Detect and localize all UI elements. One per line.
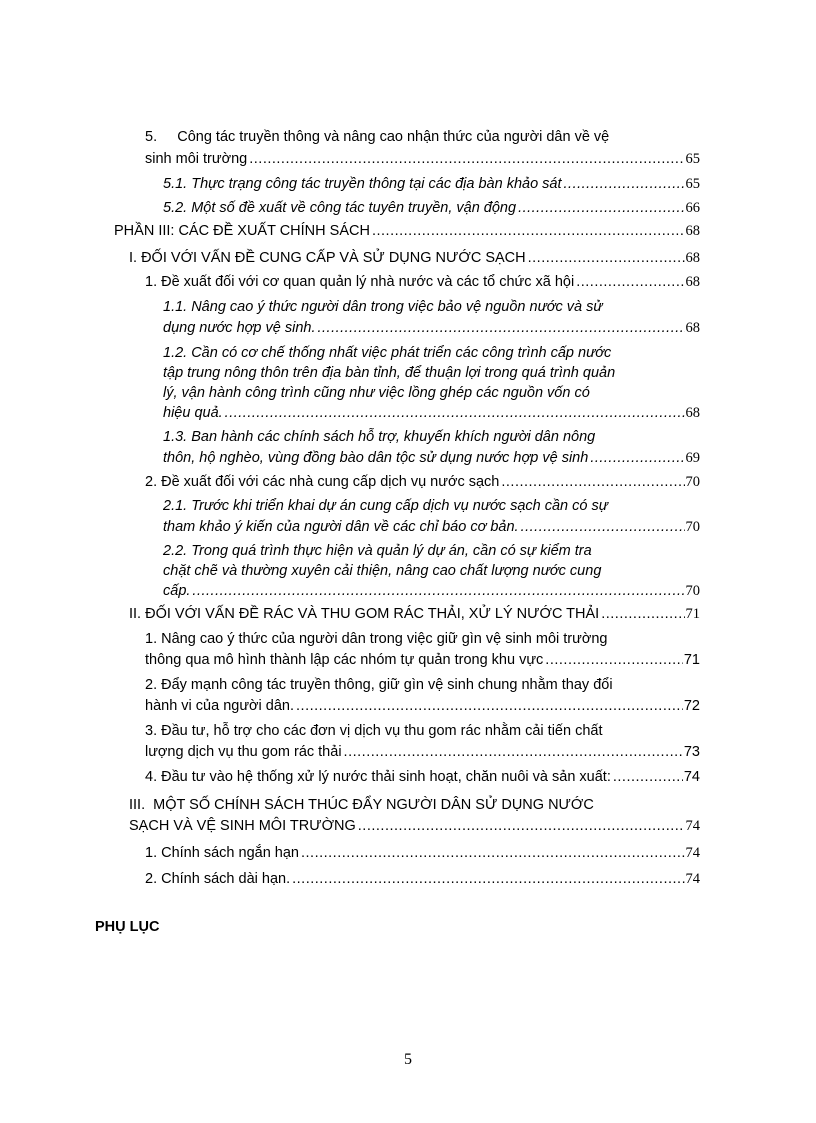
toc-entry-text: thôn, hộ nghèo, vùng đồng bào dân tộc sử dụng nước hợp vệ sinh <box>163 450 589 466</box>
toc-page-number: 70 <box>685 583 700 599</box>
toc-entry-text: 1.3. Ban hành các chính sách hỗ trợ, khuyến khích người dân nông <box>163 429 596 445</box>
dot-leader <box>613 767 683 787</box>
dot-leader <box>521 517 685 537</box>
dot-leader <box>501 472 684 492</box>
toc-entry-text: 1. Nâng cao ý thức của người dân trong việc giữ gìn vệ sinh môi trường <box>145 631 608 647</box>
toc-page-number: 68 <box>685 320 700 336</box>
dot-leader <box>372 221 685 241</box>
toc-entry-text: chặt chẽ và thường xuyên cải thiện, nâng cao chất lượng nước cung <box>163 563 602 579</box>
toc-page-number: 70 <box>685 519 700 535</box>
dot-leader <box>292 869 684 889</box>
dot-leader <box>296 696 683 716</box>
toc-entry-text: lý, vận hành công trình cũng như việc lồng ghép các nguồn vốn có <box>163 385 590 401</box>
toc-entry-text: 1.1. Nâng cao ý thức người dân trong việc bảo vệ nguồn nước và sử <box>163 299 603 315</box>
toc-entry-text: hiệu quả. <box>163 405 223 421</box>
toc-page-number: 71 <box>683 652 700 668</box>
toc-page-number: 68 <box>685 223 700 239</box>
toc-entry-text: 5.1. Thực trạng công tác truyền thông tại các địa bàn khảo sát <box>163 176 562 192</box>
toc-entry-text: 1. Đề xuất đối với cơ quan quản lý nhà nước và các tổ chức xã hội <box>145 274 575 290</box>
toc-entry-text: 5.2. Một số đề xuất về công tác tuyên truyền, vận động <box>163 200 517 216</box>
toc-page-number: 71 <box>685 606 700 622</box>
toc-entry-text: 2.2. Trong quá trình thực hiện và quản lý dự án, cần có sự kiểm tra <box>163 543 592 559</box>
dot-leader <box>301 843 685 863</box>
toc-entry-text: lượng dịch vụ thu gom rác thải <box>145 744 342 760</box>
dot-leader <box>576 272 684 292</box>
toc-page-number: 74 <box>683 769 700 785</box>
toc-page-number: 65 <box>685 176 700 192</box>
toc-page-number: 69 <box>685 450 700 466</box>
toc-entry-text: tập trung nông thôn trên địa bàn tỉnh, để thuận lợi trong quá trình quản <box>163 365 616 381</box>
toc-entry-text: III. MỘT SỐ CHÍNH SÁCH THÚC ĐẨY NGƯỜI DÂN SỬ DỤNG NƯỚC <box>129 797 594 813</box>
toc-page-number: 68 <box>685 405 700 421</box>
toc-entry-text: cấp. <box>163 583 191 599</box>
toc-page-number: 74 <box>685 871 700 887</box>
toc-page-number: 70 <box>685 474 700 490</box>
toc-entry-text: 2. Đẩy mạnh công tác truyền thông, giữ gìn vệ sinh chung nhằm thay đổi <box>145 677 613 693</box>
toc-entry-text: tham khảo ý kiến của người dân về các chỉ báo cơ bản. <box>163 519 519 535</box>
toc-entry-text: 2.1. Trước khi triển khai dự án cung cấp dịch vụ nước sạch cần có sự <box>163 498 608 514</box>
dot-leader <box>225 403 685 423</box>
toc-page-number: 68 <box>685 274 700 290</box>
toc-entry-text: 1.2. Cần có cơ chế thống nhất việc phát triển các công trình cấp nước <box>163 345 612 361</box>
dot-leader <box>344 742 683 762</box>
dot-leader <box>249 149 684 169</box>
dot-leader <box>358 816 685 836</box>
toc-page-number: 73 <box>683 744 700 760</box>
toc-entry-text: 2. Đề xuất đối với các nhà cung cấp dịch vụ nước sạch <box>145 474 500 490</box>
dot-leader <box>545 650 683 670</box>
appendix-heading: PHỤ LỤC <box>95 919 160 935</box>
toc-page-number: 65 <box>685 151 700 167</box>
toc-entry-text: 3. Đầu tư, hỗ trợ cho các đơn vị dịch vụ thu gom rác nhằm cải tiến chất <box>145 723 603 739</box>
toc-entry-text: 2. Chính sách dài hạn. <box>145 871 291 887</box>
toc-entry-text: SẠCH VÀ VỆ SINH MÔI TRƯỜNG <box>129 818 356 834</box>
dot-leader <box>192 581 684 601</box>
toc-page-number: 72 <box>683 698 700 714</box>
toc-entry-text: I. ĐỐI VỚI VẤN ĐỀ CUNG CẤP VÀ SỬ DỤNG NƯỚC SẠCH <box>129 250 526 266</box>
toc-page-number: 74 <box>685 845 700 861</box>
toc-entry-text: hành vi của người dân. <box>145 698 295 714</box>
toc-entry-text: II. ĐỐI VỚI VẤN ĐỀ RÁC VÀ THU GOM RÁC THẢI, XỬ LÝ NƯỚC THẢI <box>129 606 600 622</box>
toc-page-number: 66 <box>685 200 700 216</box>
dot-leader <box>564 174 685 194</box>
page-number: 5 <box>404 1051 412 1068</box>
dot-leader <box>518 198 684 218</box>
toc-entry-text: dụng nước hợp vệ sinh. <box>163 320 316 336</box>
toc-page-number: 74 <box>685 818 700 834</box>
toc-entry-text: 1. Chính sách ngắn hạn <box>145 845 299 861</box>
toc-entry-text: thông qua mô hình thành lập các nhóm tự quản trong khu vực <box>145 652 544 668</box>
toc-entry-text: sinh môi trường <box>145 151 248 167</box>
toc-entry-text: 4. Đầu tư vào hệ thống xử lý nước thải sinh hoạt, chăn nuôi và sản xuất: <box>145 769 611 785</box>
toc-page-number: 68 <box>685 250 700 266</box>
toc-entry-text: 5. Công tác truyền thông và nâng cao nhận thức của người dân về vệ <box>145 129 610 145</box>
dot-leader <box>528 248 685 268</box>
dot-leader <box>317 318 684 338</box>
dot-leader <box>601 604 684 624</box>
dot-leader <box>590 448 684 468</box>
toc-entry-text: PHẦN III: CÁC ĐỀ XUẤT CHÍNH SÁCH <box>114 223 370 239</box>
